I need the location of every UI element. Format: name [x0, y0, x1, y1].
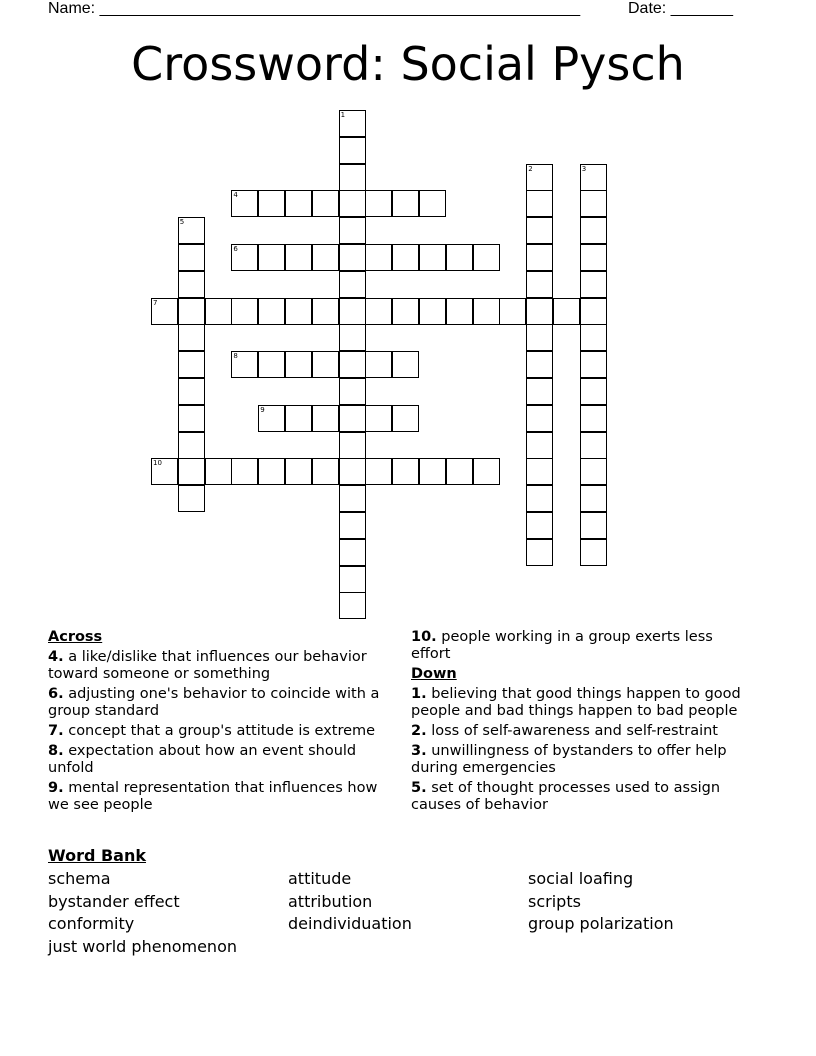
across-clue	[48, 686, 393, 720]
across-clue	[411, 629, 756, 663]
clue-number-label: 2	[528, 164, 533, 173]
grid-cell[interactable]	[365, 351, 392, 378]
grid-cell[interactable]	[285, 244, 312, 271]
date-field[interactable]: Date: _______	[628, 0, 733, 17]
grid-cell[interactable]	[178, 324, 205, 351]
grid-cell[interactable]	[392, 458, 419, 485]
grid-cell[interactable]	[580, 485, 607, 512]
clue-number: 3.	[411, 743, 427, 759]
clue-number: 6.	[48, 686, 64, 702]
grid-cell[interactable]	[151, 458, 178, 485]
across-clue	[48, 723, 393, 740]
grid-cell[interactable]	[526, 244, 553, 271]
grid-cell[interactable]	[231, 244, 258, 271]
grid-cell[interactable]	[339, 485, 366, 512]
grid-cell[interactable]	[392, 244, 419, 271]
word-bank-column-2	[288, 868, 518, 936]
grid-cell[interactable]	[258, 458, 285, 485]
grid-cell[interactable]	[580, 405, 607, 432]
grid-cell[interactable]	[339, 164, 366, 191]
clue-number-label: 4	[233, 191, 238, 200]
across-heading: Across	[48, 629, 103, 645]
word-bank-item: deindividuation	[288, 914, 412, 934]
grid-cell[interactable]	[312, 298, 339, 325]
grid-cell[interactable]	[339, 351, 366, 378]
clue-text: adjusting one's behavior to coincide with a group standard	[48, 686, 380, 719]
grid-cell[interactable]	[473, 298, 500, 325]
down-heading: Down	[411, 666, 457, 682]
clue-number-label: 6	[233, 245, 238, 253]
grid-cell[interactable]	[392, 190, 419, 217]
clue-number: 7.	[48, 723, 64, 739]
grid-cell[interactable]	[526, 485, 553, 512]
grid-cell[interactable]	[526, 324, 553, 351]
name-field[interactable]: Name: ______________________________________________________	[48, 0, 581, 17]
grid-cell[interactable]	[205, 298, 232, 325]
across-clue	[48, 649, 393, 683]
grid-cell[interactable]	[312, 458, 339, 485]
word-bank-item: just world phenomenon	[48, 937, 237, 957]
grid-cell[interactable]	[580, 190, 607, 217]
clue-number: 9.	[48, 780, 64, 796]
grid-cell[interactable]	[473, 458, 500, 485]
grid-cell[interactable]	[526, 432, 553, 459]
grid-cell[interactable]	[446, 458, 473, 485]
word-bank-item: conformity	[48, 914, 135, 934]
grid-cell[interactable]	[151, 298, 178, 325]
clue-number-label: 7	[153, 298, 158, 307]
down-clue	[411, 743, 756, 777]
grid-cell[interactable]	[365, 244, 392, 271]
grid-cell[interactable]	[526, 217, 553, 244]
grid-cell[interactable]	[580, 458, 607, 485]
grid-cell[interactable]	[339, 512, 366, 539]
grid-cell[interactable]	[178, 432, 205, 459]
grid-cell[interactable]	[339, 244, 366, 271]
clues-right-column	[411, 629, 756, 817]
grid-cell[interactable]	[580, 217, 607, 244]
grid-cell[interactable]	[339, 324, 366, 351]
grid-cell[interactable]	[339, 110, 366, 137]
clue-text: believing that good things happen to good people and bad things happen to bad people	[411, 686, 741, 719]
word-bank-item: group polarization	[528, 914, 674, 934]
grid-cell[interactable]	[178, 378, 205, 405]
word-bank-column-1	[48, 868, 278, 959]
grid-cell[interactable]	[312, 351, 339, 378]
grid-cell[interactable]	[231, 458, 258, 485]
clue-text: expectation about how an event should unfold	[48, 743, 357, 776]
grid-cell[interactable]	[339, 217, 366, 244]
header	[48, 0, 748, 18]
clue-text: set of thought processes used to assign causes of behavior	[411, 780, 721, 813]
grid-cell[interactable]	[339, 271, 366, 298]
word-bank-heading: Word Bank	[48, 846, 147, 865]
grid-cell[interactable]	[526, 271, 553, 298]
grid-cell[interactable]	[419, 458, 446, 485]
clue-number-label: 5	[179, 218, 185, 227]
grid-cell[interactable]	[339, 458, 366, 485]
grid-cell[interactable]	[178, 485, 205, 512]
word-bank-column-3	[528, 868, 758, 936]
grid-cell[interactable]	[178, 351, 205, 378]
grid-cell[interactable]	[258, 351, 285, 378]
grid-cell[interactable]	[285, 405, 312, 432]
clue-text: concept that a group's attitude is extreme	[68, 723, 376, 739]
grid-cell[interactable]	[580, 164, 607, 191]
grid-cell[interactable]	[419, 244, 446, 271]
grid-cell[interactable]	[178, 458, 205, 485]
grid-cell[interactable]	[178, 405, 205, 432]
page-title: Crossword: Social Pysch	[131, 37, 685, 91]
clue-text: unwillingness of bystanders to offer help during emergencies	[411, 743, 727, 776]
grid-cell[interactable]	[365, 190, 392, 217]
clue-number: 2.	[411, 723, 427, 739]
word-bank-item: social loafing	[528, 869, 634, 888]
clue-number: 1.	[411, 686, 427, 702]
grid-cell[interactable]	[526, 190, 553, 217]
grid-cell[interactable]	[365, 298, 392, 325]
grid-cell[interactable]	[339, 298, 366, 325]
down-clue	[411, 686, 756, 720]
grid-cell[interactable]	[285, 351, 312, 378]
grid-cell[interactable]	[285, 298, 312, 325]
grid-cell[interactable]	[339, 190, 366, 217]
grid-cell[interactable]	[285, 458, 312, 485]
grid-cell[interactable]	[339, 137, 366, 164]
grid-cell[interactable]	[365, 405, 392, 432]
grid-cell[interactable]	[285, 190, 312, 217]
across-clue	[48, 780, 393, 814]
grid-cell[interactable]	[580, 378, 607, 405]
grid-cell[interactable]	[446, 298, 473, 325]
grid-cell[interactable]	[178, 244, 205, 271]
grid-cell[interactable]	[499, 298, 526, 325]
crossword-grid	[151, 110, 611, 625]
clue-number: 5.	[411, 780, 427, 796]
grid-cell[interactable]	[392, 298, 419, 325]
grid-cell[interactable]	[580, 351, 607, 378]
clue-number: 8.	[48, 743, 64, 759]
grid-cell[interactable]	[392, 405, 419, 432]
clue-number-label: 9	[260, 405, 265, 414]
down-clue	[411, 723, 756, 740]
grid-cell[interactable]	[526, 405, 553, 432]
clue-number-label: 10	[153, 459, 162, 468]
grid-cell[interactable]	[580, 539, 607, 566]
grid-cell[interactable]	[580, 324, 607, 351]
grid-cell[interactable]	[419, 190, 446, 217]
clue-number-label: 8	[233, 352, 238, 361]
grid-cell[interactable]	[339, 432, 366, 459]
grid-cell[interactable]	[526, 164, 553, 191]
grid-cell[interactable]	[231, 190, 258, 217]
grid-cell[interactable]	[580, 298, 607, 325]
grid-cell[interactable]	[446, 244, 473, 271]
word-bank-item: attribution	[288, 891, 373, 911]
clue-number: 10.	[411, 629, 437, 645]
grid-cell[interactable]	[419, 298, 446, 325]
grid-cell[interactable]	[392, 351, 419, 378]
grid-cell[interactable]	[580, 244, 607, 271]
grid-cell[interactable]	[178, 298, 205, 325]
grid-cell[interactable]	[526, 512, 553, 539]
grid-cell[interactable]	[339, 405, 366, 432]
clue-number-label: 3	[581, 164, 587, 173]
grid-cell[interactable]	[526, 298, 553, 325]
grid-cell[interactable]	[231, 351, 258, 378]
word-bank-item: schema	[48, 869, 111, 888]
grid-cell[interactable]	[339, 539, 366, 566]
clue-number-label: 1	[340, 111, 346, 119]
down-clue	[411, 780, 756, 814]
clue-text: a like/dislike that influences our behavior toward someone or something	[48, 649, 367, 682]
grid-cell[interactable]	[312, 244, 339, 271]
word-bank-item: scripts	[528, 891, 581, 911]
grid-cell[interactable]	[339, 566, 366, 593]
grid-cell[interactable]	[526, 378, 553, 405]
clue-text: people working in a group exerts less effort	[411, 629, 713, 662]
grid-cell[interactable]	[258, 405, 285, 432]
across-clue	[48, 743, 393, 777]
grid-cell[interactable]	[258, 190, 285, 217]
grid-cell[interactable]	[205, 458, 232, 485]
clue-text: loss of self-awareness and self-restraint	[431, 723, 718, 739]
grid-cell[interactable]	[365, 458, 392, 485]
grid-cell[interactable]	[258, 244, 285, 271]
word-bank-item: bystander effect	[48, 891, 180, 911]
grid-cell[interactable]	[178, 271, 205, 298]
grid-cell[interactable]	[526, 539, 553, 566]
word-bank-item: attitude	[288, 869, 352, 888]
grid-cell[interactable]	[312, 190, 339, 217]
grid-cell[interactable]	[580, 271, 607, 298]
grid-cell[interactable]	[580, 512, 607, 539]
clue-text: mental representation that influences how we see people	[48, 780, 378, 813]
grid-cell[interactable]	[312, 405, 339, 432]
clues-left-column	[48, 629, 393, 817]
grid-cell[interactable]	[553, 298, 580, 325]
grid-cell[interactable]	[526, 351, 553, 378]
grid-cell[interactable]	[580, 432, 607, 459]
grid-cell[interactable]	[473, 244, 500, 271]
grid-cell[interactable]	[339, 592, 366, 619]
grid-cell[interactable]	[258, 298, 285, 325]
grid-cell[interactable]	[231, 298, 258, 325]
grid-cell[interactable]	[178, 217, 205, 244]
grid-cell[interactable]	[339, 378, 366, 405]
clue-number: 4.	[48, 649, 64, 665]
grid-cell[interactable]	[526, 458, 553, 485]
